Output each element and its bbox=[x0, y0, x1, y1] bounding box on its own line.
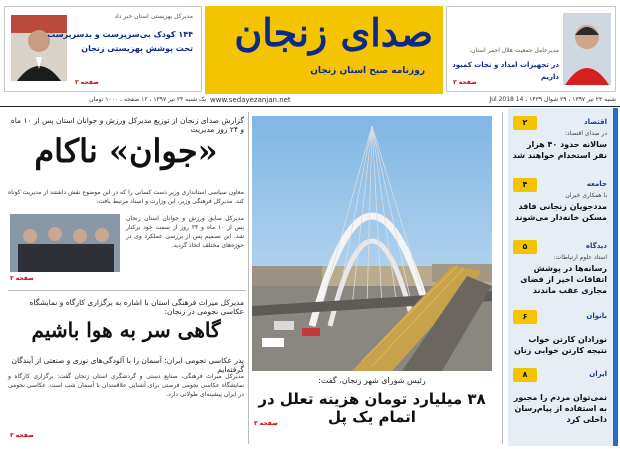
lower-story-kicker: مدیرکل میراث فرهنگی استان با اشاره به برگزاری کارگاه و نمایشگاه عکاسی نجومی در زنجان: bbox=[29, 298, 244, 316]
section-economy[interactable] bbox=[511, 118, 607, 161]
newspaper-tagline: روزنامه صبح استان زنجان bbox=[310, 66, 425, 76]
section-headline: سالانه حدود ۴۰ هزار نفر استخدام خواهند شد bbox=[512, 140, 607, 160]
page-number-badge: ۶ bbox=[513, 310, 537, 324]
group-photo bbox=[10, 214, 120, 272]
section-label: اقتصاد bbox=[584, 118, 607, 126]
website-url[interactable]: www.sedayezanjan.net bbox=[210, 96, 291, 104]
page-number-badge: ۲ bbox=[513, 116, 537, 130]
right-column bbox=[508, 108, 618, 446]
promo-left-title-1: ۱۴۴ کودک بی‌سرپرست و بدسرپرست bbox=[47, 30, 193, 39]
header-divider bbox=[0, 106, 620, 107]
center-page-ref: صفحه ۳ bbox=[254, 420, 278, 427]
section-headline: مددجویان زنجانی فاقد مسکن خانه‌دار می‌شوند bbox=[514, 202, 607, 222]
top-story-page-ref: صفحه ۳ bbox=[10, 275, 34, 282]
portrait-photo bbox=[563, 13, 611, 85]
section-society[interactable] bbox=[511, 180, 607, 223]
column-divider bbox=[502, 112, 503, 444]
top-story-headline[interactable]: «جوان» ناکام bbox=[34, 132, 218, 170]
dateline-left: یک شنبه ۲۴ تیر ۱۳۹۷ ، ۱۲ صفحه ، ۱۰۰۰ تومان bbox=[89, 96, 206, 103]
section-kicker: استاد علوم ارتباطات: bbox=[553, 254, 607, 261]
section-iran[interactable] bbox=[511, 370, 607, 425]
section-headline: نمی‌توان مردم را مجبور به استفاده از پیام‌رسان داخلی کرد bbox=[513, 393, 607, 424]
section-women[interactable] bbox=[511, 312, 607, 356]
promo-right-title: در تجهیزات امداد و نجات کمبود داریم bbox=[452, 61, 559, 81]
dateline-right: شنبه ۲۳ تیر ۱۳۹۷ ، ۲۹ شوال ۱۴۳۹ ، 14 Jul 2018 bbox=[489, 96, 616, 103]
promo-right-kicker: مدیرعامل جمعیت هلال احمر استان: bbox=[469, 47, 559, 54]
promo-right-page: صفحه ۳ bbox=[453, 79, 477, 86]
section-label: ایران bbox=[589, 370, 607, 378]
bridge-photo[interactable] bbox=[252, 116, 492, 371]
portrait-photo bbox=[11, 15, 67, 81]
page-number-badge: ۵ bbox=[513, 240, 537, 254]
newspaper-logo: صدای زنجان bbox=[234, 10, 433, 55]
lower-story-page-ref: صفحه ۳ bbox=[10, 432, 34, 439]
promo-left-title-2: تحت پوشش بهزیستی زنجان bbox=[81, 44, 193, 53]
promo-left-kicker: مدیرکل بهزیستی استان خبر داد bbox=[114, 13, 193, 20]
section-kicker: با همکاری خیران bbox=[565, 192, 607, 199]
section-opinion[interactable] bbox=[511, 242, 607, 296]
top-story-photo bbox=[10, 214, 120, 272]
top-story-body-2: مدیرکل سابق ورزش و جوانان استان زنجان پس از ۱۰ ماه و ۲۴ روز از سمت خود برکنار شد. این تصمیم پس از بررسی عملکرد وی در حوزه‌های مختلف اتخاذ گردید. bbox=[126, 215, 244, 249]
lower-story-headline[interactable]: گاهی سر به هوا باشیم bbox=[31, 318, 221, 342]
story-divider bbox=[8, 290, 246, 291]
section-label: جامعه bbox=[586, 180, 607, 188]
column-divider bbox=[248, 112, 249, 444]
section-kicker: در صدای اقتصاد: bbox=[564, 130, 607, 137]
lower-story-body: مدیرکل میراث فرهنگی، صنایع دستی و گردشگری استان زنجان گفت: برگزاری کارگاه و نمایشگاه عکاسی نجومی فرصتی برای آشنایی علاقمندان با آسمان شب است. عکاسی نجومی در ایران پیشینه‌ای طولانی دارد. bbox=[8, 373, 244, 398]
section-headline: نوزادان کارتن خواب نتیجه کارتن خوابی زنان bbox=[513, 335, 607, 355]
masthead-logo-block bbox=[205, 6, 443, 94]
center-kicker: رئیس شورای شهر زنجان، گفت: bbox=[318, 376, 426, 385]
promo-right[interactable] bbox=[446, 6, 616, 92]
promo-left[interactable] bbox=[4, 6, 202, 92]
lower-story-subhead: پدر عکاسی نجومی ایران: آسمان را با آلودگی‌های نوری و صنعتی از آیندگان گرفته‌ایم bbox=[11, 356, 244, 374]
center-headline[interactable]: ۳۸ میلیارد تومان هزینه تعلل در اتمام یک پل bbox=[258, 390, 486, 426]
top-story-kicker: گزارش صدای زنجان از توزیع مدیرکل ورزش و جوانان استان پس از ۱۰ ماه و ۲۴ روز مدیریت bbox=[10, 116, 244, 134]
page-number-badge: ۸ bbox=[513, 368, 537, 382]
section-headline: رسانه‌ها در پوشش اتفاقات اخیر از فضای مجازی عقب ماندند bbox=[520, 264, 607, 295]
promo-left-page: صفحه ۳ bbox=[75, 79, 99, 86]
section-label: بانوان bbox=[586, 312, 607, 320]
top-story-body: معاون سیاسی استانداری وزیر دست کسانی را که در این موضوع نقش داشتند از مدیریت کوتاه کند. مدیرکل فرهنگی وزیر، این وزارت و اسناد مرتبط یافت. bbox=[8, 189, 244, 205]
page-number-badge: ۴ bbox=[513, 178, 537, 192]
section-label: دیدگاه bbox=[585, 242, 607, 250]
